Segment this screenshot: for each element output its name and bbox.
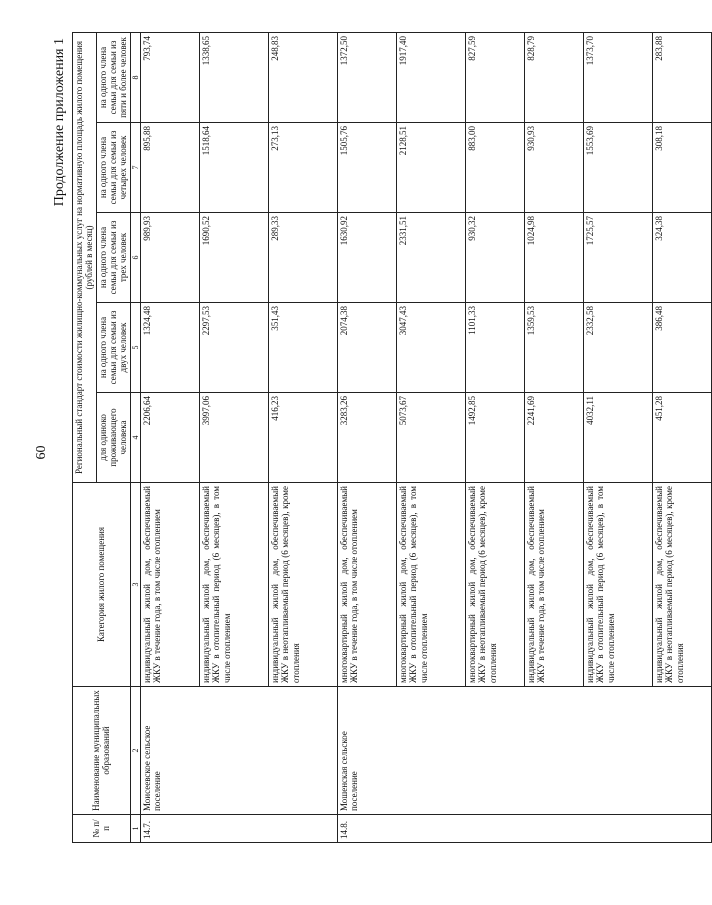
value-family-five: 828,79: [524, 32, 583, 122]
value-family-three: 324,38: [652, 213, 711, 303]
column-number: 8: [130, 32, 140, 122]
page-number: 60: [34, 445, 49, 460]
value-family-three: 930,32: [465, 213, 524, 303]
municipality-name: Мошенская сельское поселение: [337, 687, 711, 815]
value-single: 3997,06: [199, 393, 268, 483]
value-family-five: 248,83: [268, 32, 337, 122]
housing-category: индивидуальный жилой дом, обеспечиваемый ЖКУ в неотапливаемый период (6 месяцев), кроме отопления: [652, 483, 711, 687]
row-number: 14.8.: [337, 815, 711, 843]
table-row: [140, 32, 199, 842]
value-family-two: 1359,53: [524, 303, 583, 393]
value-single: 416,23: [268, 393, 337, 483]
header-single: для одиноко проживающего человека: [96, 393, 130, 483]
housing-category: индивидуальный жилой дом, обеспечиваемый ЖКУ в течение года, в том числе отоплением: [524, 483, 583, 687]
housing-cost-table: [72, 32, 712, 843]
header-family-four: на одного члена семьи для семьи из четырех человек: [96, 123, 130, 213]
header-municipality: Наименование муниципальных образований: [73, 687, 131, 815]
value-family-five: 793,74: [140, 32, 199, 122]
value-single: 2241,69: [524, 393, 583, 483]
value-family-two: 351,43: [268, 303, 337, 393]
value-family-four: 883,00: [465, 123, 524, 213]
value-family-two: 3047,43: [396, 303, 465, 393]
housing-category: индивидуальный жилой дом, обеспечиваемый ЖКУ в отопительный период (6 месяцев), в том числе отоплением: [199, 483, 268, 687]
value-single: 5073,67: [396, 393, 465, 483]
column-number: 2: [130, 687, 140, 815]
value-family-four: 1553,69: [583, 123, 652, 213]
column-number: 6: [130, 213, 140, 303]
value-family-four: 308,18: [652, 123, 711, 213]
column-number: 3: [130, 483, 140, 687]
header-number: № п/п: [73, 815, 131, 843]
value-single: 2206,64: [140, 393, 199, 483]
appendix-continuation-note: Продолжение приложения 1: [52, 38, 67, 207]
value-family-three: 1690,52: [199, 213, 268, 303]
value-family-four: 273,13: [268, 123, 337, 213]
housing-category: многоквартирный жилой дом, обеспечиваемый ЖКУ в отопительный период (6 месяцев), в том числе отоплением: [396, 483, 465, 687]
header-category: Категория жилого помещения: [73, 483, 131, 687]
value-family-four: 1518,64: [199, 123, 268, 213]
column-number: 4: [130, 393, 140, 483]
value-family-five: 1373,70: [583, 32, 652, 122]
value-family-four: 930,93: [524, 123, 583, 213]
row-number: 14.7.: [140, 815, 337, 843]
housing-category: индивидуальный жилой дом, обеспечиваемый ЖКУ в неотапливаемый период (6 месяцев), кроме отопления: [268, 483, 337, 687]
value-family-five: 1372,50: [337, 32, 396, 122]
value-family-two: 386,48: [652, 303, 711, 393]
value-family-two: 1101,33: [465, 303, 524, 393]
header-regional-standard: Региональный стандарт стоимости жилищно-коммунальных услуг на нормативную площадь жилого помещения (рублей в месяц): [73, 32, 97, 482]
value-family-two: 2074,38: [337, 303, 396, 393]
value-family-three: 1630,92: [337, 213, 396, 303]
value-family-three: 289,33: [268, 213, 337, 303]
value-family-four: 895,88: [140, 123, 199, 213]
housing-category: индивидуальный жилой дом, обеспечиваемый ЖКУ в отопительный период (6 месяцев), в том числе отоплением: [583, 483, 652, 687]
housing-category: индивидуальный жилой дом, обеспечиваемый ЖКУ в течение года, в том числе отоплением: [140, 483, 199, 687]
header-family-five: на одного члена семьи для семьи из пяти и более человек: [96, 32, 130, 122]
housing-category: многоквартирный жилой дом, обеспечиваемый ЖКУ в течение года, в том числе отоплением: [337, 483, 396, 687]
column-number: 7: [130, 123, 140, 213]
value-family-four: 1505,76: [337, 123, 396, 213]
value-family-three: 1725,57: [583, 213, 652, 303]
value-family-five: 1917,40: [396, 32, 465, 122]
value-family-three: 2331,51: [396, 213, 465, 303]
value-family-five: 827,59: [465, 32, 524, 122]
value-single: 4032,11: [583, 393, 652, 483]
column-number: 1: [130, 815, 140, 843]
value-single: 1492,85: [465, 393, 524, 483]
table-row: [337, 32, 396, 842]
value-single: 451,28: [652, 393, 711, 483]
value-family-five: 283,88: [652, 32, 711, 122]
value-family-two: 1324,48: [140, 303, 199, 393]
value-family-three: 1024,98: [524, 213, 583, 303]
housing-category: многоквартирный жилой дом, обеспечиваемый ЖКУ в неотапливаемый период (6 месяцев), кроме отопления: [465, 483, 524, 687]
value-family-five: 1338,65: [199, 32, 268, 122]
municipality-name: Моисеевское сельское поселение: [140, 687, 337, 815]
header-family-three: на одного члена семьи для семьи из трех человек: [96, 213, 130, 303]
value-family-four: 2128,51: [396, 123, 465, 213]
column-number-row: [130, 32, 140, 842]
header-family-two: на одного члена семьи для семьи из двух человек: [96, 303, 130, 393]
value-single: 3283,26: [337, 393, 396, 483]
column-number: 5: [130, 303, 140, 393]
value-family-three: 989,93: [140, 213, 199, 303]
value-family-two: 2297,53: [199, 303, 268, 393]
value-family-two: 2332,58: [583, 303, 652, 393]
